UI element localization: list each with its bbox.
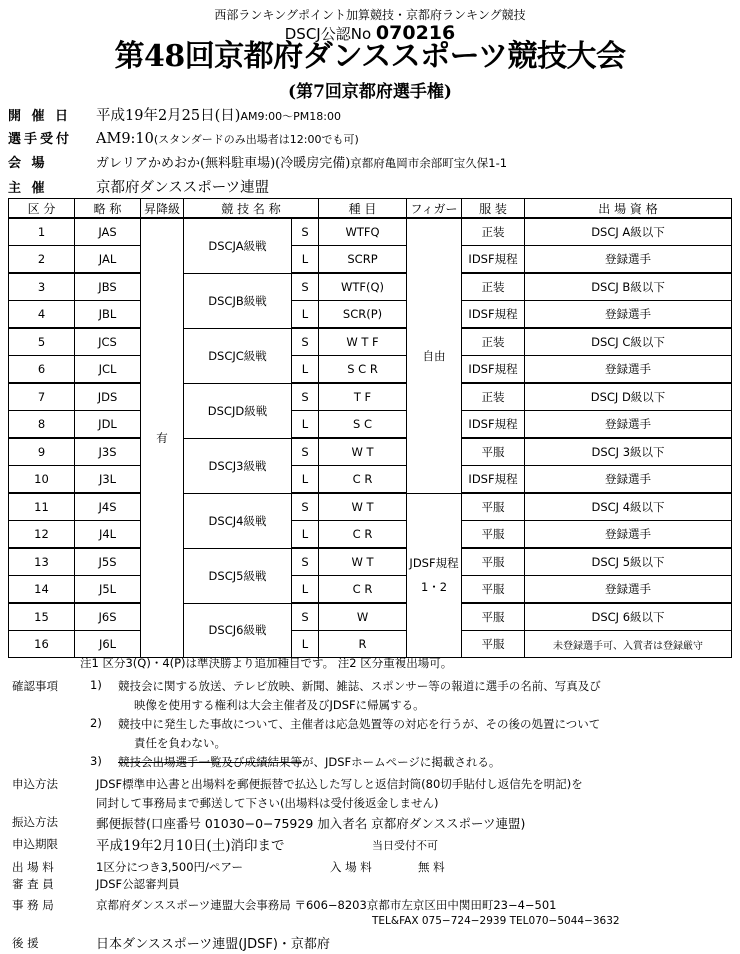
cell-division: 10 (9, 466, 75, 494)
cell-dress: IDSF規程 (462, 411, 525, 439)
confirm-item-1-line2: 映像を使用する権利は大会主催者及びJDSFに帰属する。 (134, 698, 425, 712)
table-row (9, 576, 732, 604)
cell-sl: L (292, 466, 319, 494)
cell-sl: L (292, 246, 319, 274)
header-figure: フィガー (407, 199, 462, 219)
table-row (9, 631, 732, 658)
cell-division: 15 (9, 603, 75, 631)
info-reception-label: 選手受付 (8, 132, 73, 147)
cell-abbr: JBL (75, 301, 141, 329)
cell-figure-free: 自由 (407, 218, 462, 493)
cell-qualification: DSCJ C級以下 (525, 328, 732, 356)
cell-dress: 正装 (462, 273, 525, 301)
fee-label: 出 場 料 (12, 860, 54, 874)
support-label: 後 援 (12, 936, 39, 950)
cell-sl: S (292, 383, 319, 411)
cell-qualification: 登録選手 (525, 466, 732, 494)
cell-sl: L (292, 411, 319, 439)
cell-event: W T F (319, 328, 407, 356)
cell-abbr: JDS (75, 383, 141, 411)
deadline-extra: 当日受付不可 (372, 839, 438, 852)
cell-sl: S (292, 603, 319, 631)
cell-qualification: 登録選手 (525, 576, 732, 604)
cell-division: 8 (9, 411, 75, 439)
confirm-item-2-line1: 競技中に発生した事故について、主催者は応急処置等の対応を行うが、その後の処置について (118, 717, 601, 731)
table-row (9, 273, 732, 301)
table-row (9, 438, 732, 466)
office-text: 京都府ダンススポーツ連盟大会事務局 〒606−8203京都市左京区田中関田町23−4−501 (96, 898, 557, 912)
support-text: 日本ダンススポーツ連盟(JDSF)・京都府 (96, 937, 330, 952)
cell-abbr: J4L (75, 521, 141, 549)
table-row (9, 493, 732, 521)
cell-qualification: DSCJ 3級以下 (525, 438, 732, 466)
cell-competition: DSCJC級戦 (184, 328, 292, 383)
cell-division: 14 (9, 576, 75, 604)
apply-line1: JDSF標準申込書と出場料を郵便振替で払込した写しと返信封筒(80切手貼付し返信先を明記)を (96, 777, 583, 791)
cell-dress: 平服 (462, 521, 525, 549)
cell-dress: IDSF規程 (462, 246, 525, 274)
cell-qualification: 登録選手 (525, 301, 732, 329)
cell-event: S C (319, 411, 407, 439)
cell-abbr: JDL (75, 411, 141, 439)
cell-qualification: DSCJ D級以下 (525, 383, 732, 411)
cell-qualification: DSCJ 5級以下 (525, 548, 732, 576)
cell-sl: L (292, 356, 319, 384)
cell-sl: S (292, 548, 319, 576)
confirm-item-3-text: が、JDSFホームページに掲載される。 (302, 755, 501, 769)
apply-label: 申込方法 (12, 777, 58, 791)
header-abbr: 略 称 (75, 199, 141, 219)
header-event: 種 目 (319, 199, 407, 219)
cell-abbr: J3S (75, 438, 141, 466)
deadline-label: 申込期限 (12, 837, 58, 851)
cell-sl: S (292, 438, 319, 466)
info-venue-label: 会 場 (8, 156, 48, 171)
cell-division: 12 (9, 521, 75, 549)
info-venue (8, 152, 507, 171)
event-title: 第48回京都府ダンススポーツ競技大会 (114, 39, 626, 74)
table-row (9, 356, 732, 384)
cell-division: 5 (9, 328, 75, 356)
cell-dress: 平服 (462, 631, 525, 658)
cell-qualification: 未登録選手可、入賞者は登録厳守 (525, 631, 732, 658)
transfer-label: 振込方法 (12, 815, 58, 829)
table-row (9, 603, 732, 631)
cell-event: C R (319, 466, 407, 494)
cell-sl: L (292, 576, 319, 604)
cert-code: 070216 (375, 22, 456, 44)
info-venue-address: 京都府亀岡市余部町宝久保1-1 (350, 156, 508, 170)
entry-fee-value: 無 料 (418, 860, 445, 874)
event-subtitle: (第7回京都府選手権) (288, 82, 452, 102)
cell-competition: DSCJ6級戦 (184, 603, 292, 658)
cell-division: 4 (9, 301, 75, 329)
cell-promotion: 有 (141, 218, 184, 658)
deadline-text: 平成19年2月10日(土)消印まで (96, 838, 285, 854)
cell-sl: S (292, 218, 319, 246)
apply-line2: 同封して事務局まで郵送して下さい(出場料は受付後返金しません) (96, 796, 439, 810)
cell-division: 11 (9, 493, 75, 521)
cell-division: 2 (9, 246, 75, 274)
cell-event: WTF(Q) (319, 273, 407, 301)
cell-sl: S (292, 328, 319, 356)
cell-competition: DSCJB級戦 (184, 273, 292, 328)
cell-division: 13 (9, 548, 75, 576)
info-organizer-value: 京都府ダンススポーツ連盟 (96, 180, 270, 196)
cell-sl: L (292, 301, 319, 329)
cell-competition: DSCJ3級戦 (184, 438, 292, 493)
cell-dress: IDSF規程 (462, 356, 525, 384)
info-reception-value: AM9:10 (96, 131, 154, 147)
table-notes: 注1 区分3(Q)・4(P)は準決勝より追加種目です。 注2 区分重複出場可。 (80, 656, 453, 670)
cell-dress: 平服 (462, 603, 525, 631)
cell-abbr: J5L (75, 576, 141, 604)
cell-dress: 正装 (462, 218, 525, 246)
table-row (9, 218, 732, 246)
header-competition: 競 技 名 称 (184, 199, 319, 219)
cell-qualification: 登録選手 (525, 246, 732, 274)
cell-dress: 平服 (462, 576, 525, 604)
cell-dress: 正装 (462, 383, 525, 411)
cell-event: SCR(P) (319, 301, 407, 329)
cell-division: 16 (9, 631, 75, 658)
cell-event: C R (319, 576, 407, 604)
cell-sl: L (292, 631, 319, 658)
cell-division: 6 (9, 356, 75, 384)
cell-dress: IDSF規程 (462, 301, 525, 329)
cell-competition: DSCJ5級戦 (184, 548, 292, 603)
cell-event: W T (319, 493, 407, 521)
judge-label: 審 査 員 (12, 877, 54, 891)
cell-event: SCRP (319, 246, 407, 274)
cell-dress: 正装 (462, 328, 525, 356)
info-organizer (8, 176, 269, 197)
cert-prefix: DSCJ公認No (284, 25, 372, 43)
cell-dress: IDSF規程 (462, 466, 525, 494)
confirm-item-1-line1: 競技会に関する放送、テレビ放映、新聞、雑誌、スポンサー等の報道に選手の名前、写真及び (118, 679, 601, 693)
fee-text: 1区分につき3,500円/ペアー (96, 860, 244, 874)
confirm-item-2-line2: 責任を負わない。 (134, 736, 226, 750)
cell-qualification: DSCJ 4級以下 (525, 493, 732, 521)
cell-qualification: DSCJ 6級以下 (525, 603, 732, 631)
judge-text: JDSF公認審判員 (96, 877, 180, 891)
table-row (9, 328, 732, 356)
cell-event: W T (319, 438, 407, 466)
cell-division: 9 (9, 438, 75, 466)
cell-competition: DSCJD級戦 (184, 383, 292, 438)
competition-table (8, 198, 732, 658)
cell-event: R (319, 631, 407, 658)
confirm-item-3-struck: 競技会出場選手一覧及び成績結果等 (118, 755, 302, 769)
cell-abbr: J3L (75, 466, 141, 494)
info-organizer-label: 主 催 (8, 181, 48, 196)
cell-event: T F (319, 383, 407, 411)
transfer-text: 郵便振替(口座番号 01030−0−75929 加入者名 京都府ダンススポーツ連盟) (96, 816, 526, 831)
confirm-label: 確認事項 (12, 679, 58, 693)
cell-division: 1 (9, 218, 75, 246)
cell-dress: 平服 (462, 438, 525, 466)
table-row (9, 383, 732, 411)
info-date-value: 平成19年2月25日(日) (96, 108, 241, 124)
office-tel: TEL&FAX 075−724−2939 TEL070−5044−3632 (372, 915, 620, 927)
header-dress: 服 装 (462, 199, 525, 219)
cell-competition: DSCJA級戦 (184, 218, 292, 273)
confirm-item-3 (118, 754, 500, 770)
cell-abbr: JAS (75, 218, 141, 246)
cell-qualification: DSCJ B級以下 (525, 273, 732, 301)
cell-abbr: JBS (75, 273, 141, 301)
cell-event: WTFQ (319, 218, 407, 246)
ranking-subheader: 西部ランキングポイント加算競技・京都府ランキング競技 (214, 8, 526, 22)
table-header-row (9, 199, 732, 219)
table-row (9, 411, 732, 439)
cell-event: S C R (319, 356, 407, 384)
table-row (9, 466, 732, 494)
office-label: 事 務 局 (12, 898, 54, 912)
confirm-item-1-num: 1) (90, 678, 102, 692)
cell-dress: 平服 (462, 493, 525, 521)
cell-dress: 平服 (462, 548, 525, 576)
cell-qualification: 登録選手 (525, 356, 732, 384)
header-division: 区 分 (9, 199, 75, 219)
cell-qualification: 登録選手 (525, 411, 732, 439)
cell-division: 7 (9, 383, 75, 411)
table-row (9, 246, 732, 274)
cell-abbr: J6L (75, 631, 141, 658)
entry-fee-label: 入 場 料 (330, 860, 372, 874)
info-venue-value: ガレリアかめおか(無料駐車場)(冷暖房完備) (96, 156, 351, 171)
confirm-item-2-num: 2) (90, 716, 102, 730)
table-row (9, 301, 732, 329)
info-date (8, 104, 341, 125)
info-reception (8, 128, 359, 147)
cell-sl: L (292, 521, 319, 549)
confirm-item-3-num: 3) (90, 754, 102, 768)
cell-sl: S (292, 273, 319, 301)
info-date-label: 開 催 日 (8, 109, 72, 124)
info-reception-note: (スタンダードのみ出場者は12:00でも可) (153, 133, 359, 146)
figure-jdsf-line1: JDSF規程 (409, 556, 459, 571)
cell-qualification: DSCJ A級以下 (525, 218, 732, 246)
cell-figure-jdsf (407, 493, 462, 658)
cell-event: W T (319, 548, 407, 576)
cell-division: 3 (9, 273, 75, 301)
cell-event: W (319, 603, 407, 631)
info-date-time: AM9:00〜PM18:00 (240, 110, 341, 123)
table-row (9, 521, 732, 549)
cell-qualification: 登録選手 (525, 521, 732, 549)
cell-abbr: J4S (75, 493, 141, 521)
table-row (9, 548, 732, 576)
header-qualification: 出 場 資 格 (525, 199, 732, 219)
figure-jdsf-line2: 1・2 (420, 580, 448, 595)
cell-competition: DSCJ4級戦 (184, 493, 292, 548)
cell-event: C R (319, 521, 407, 549)
cell-abbr: J5S (75, 548, 141, 576)
cell-abbr: JCS (75, 328, 141, 356)
cell-abbr: JAL (75, 246, 141, 274)
cell-sl: S (292, 493, 319, 521)
cell-abbr: JCL (75, 356, 141, 384)
header-promotion: 昇降級 (141, 199, 184, 219)
cell-abbr: J6S (75, 603, 141, 631)
